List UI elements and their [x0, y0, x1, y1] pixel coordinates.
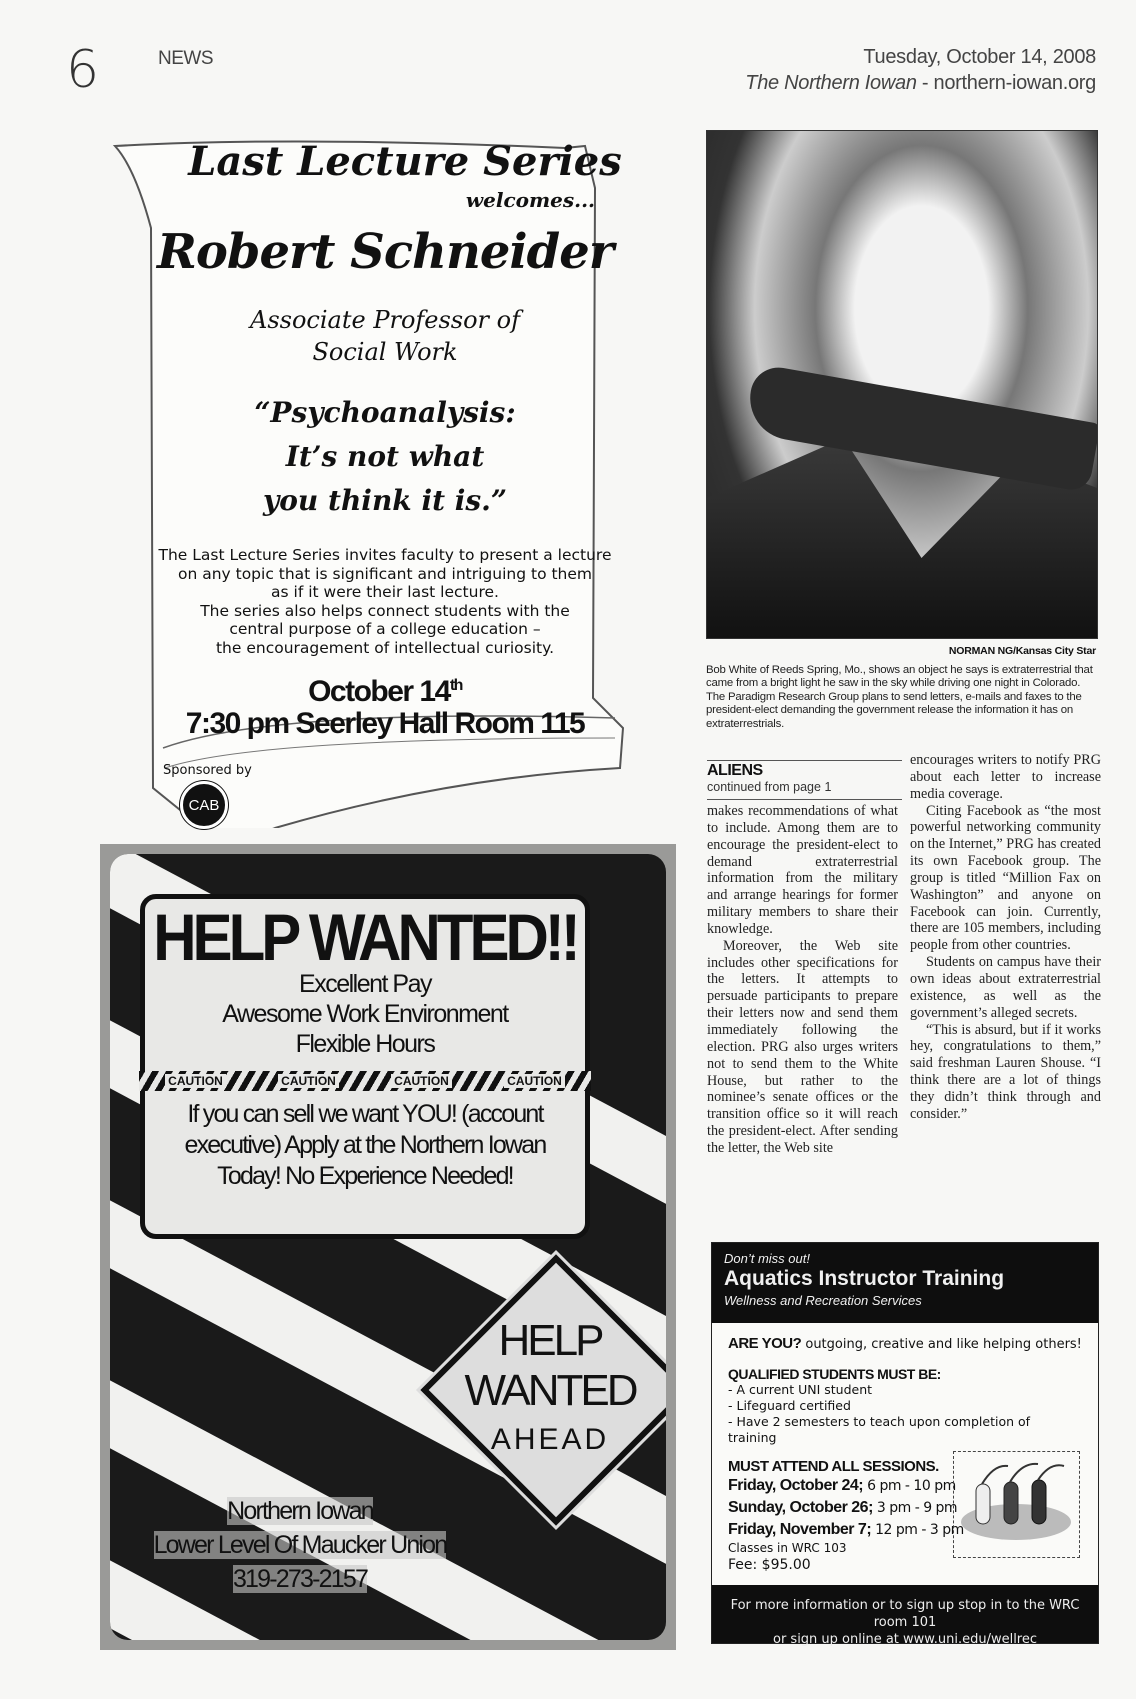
caution-label: CAUTION [278, 1074, 339, 1088]
desc-line: on any topic that is significant and intriguing to them [177, 564, 593, 583]
divider [707, 760, 902, 761]
paper-name: The Northern Iowan [745, 72, 917, 94]
aquatics-kicker: Don’t miss out! [724, 1251, 810, 1266]
are-you-text: outgoing, creative and like helping others! [801, 1337, 1082, 1352]
last-lecture-ad [125, 138, 645, 818]
sign-line: WANTED [464, 1366, 636, 1415]
are-you-line [728, 1335, 1082, 1352]
aquatics-ad [711, 1242, 1099, 1647]
help-wanted-body [145, 1099, 585, 1192]
cab-logo-icon: CAB [180, 781, 228, 829]
perk: Flexible Hours [295, 1030, 435, 1058]
aquatics-footer [712, 1585, 1098, 1647]
contact-org: Northern Iowan [227, 1497, 373, 1525]
paragraph: encourages writers to notify PRG about each letter to increase media coverage. [910, 752, 1101, 802]
caution-label: CAUTION [165, 1074, 226, 1088]
speaker-title-line2: Social Work [312, 338, 458, 366]
must-attend-heading: MUST ATTEND ALL SESSIONS. [728, 1458, 939, 1475]
contact-address: Lower Level Of Maucker Union [153, 1531, 447, 1559]
event-time-place: 7:30 pm Seerley Hall Room 115 [185, 707, 585, 740]
footer-line: For more information or to sign up stop in to the WRC room 101 [730, 1598, 1080, 1630]
divider [707, 799, 902, 800]
fee: Fee: $95.00 [728, 1557, 811, 1573]
talk-title-line1: “Psychoanalysis: [254, 396, 516, 429]
session-time: 3 pm - 9 pm [872, 1500, 958, 1516]
contact-phone: 319-273-2157 [232, 1565, 368, 1593]
page-number: 6 [66, 40, 100, 100]
separator: - [916, 72, 934, 94]
speaker-name: Robert Schneider [156, 224, 614, 280]
help-wanted-panel [140, 894, 590, 1239]
article-kicker: ALIENS [707, 762, 763, 779]
aquatics-subtitle: Wellness and Recreation Services [724, 1293, 922, 1308]
paragraph: Citing Facebook as “the most powerful networking community on the Internet,” PRG has created its own Facebook group. The group is titled “Million Fax on Washington” and anyone on Facebook can join. Currently, there are 105 members, including people from other countries. [910, 802, 1101, 954]
caution-label: CAUTION [504, 1074, 565, 1088]
event-details [125, 670, 645, 740]
help-wanted-background [110, 854, 666, 1640]
masthead-line [745, 72, 1096, 95]
aquatics-title: Aquatics Instructor Training [724, 1267, 1005, 1290]
speaker-title-line1: Associate Professor of [250, 306, 520, 334]
sign-line: HELP [498, 1316, 602, 1365]
session-day: Friday, October 24; [728, 1477, 864, 1494]
requirement: - Have 2 semesters to teach upon completion of training [728, 1414, 1031, 1445]
jump-line: continued from page 1 [707, 780, 832, 794]
event-date [125, 670, 645, 708]
help-wanted-ad [100, 844, 676, 1650]
paragraph: makes recommendations of what to include. Among them are to encourage the president-elect to demand extraterrestrial information from the military and arrange hearings for former military members to share their knowledge. [707, 803, 898, 937]
requirement: - Lifeguard certified [728, 1398, 851, 1413]
sponsored-by-label: Sponsored by [163, 763, 252, 778]
session-time: 12 pm - 3 pm [871, 1522, 964, 1538]
article-column-2 [910, 752, 1101, 1123]
issue-date: Tuesday, October 14, 2008 [863, 46, 1096, 68]
desc-line: the encouragement of intellectual curiosity. [215, 638, 555, 657]
series-title: Last Lecture Series [188, 138, 622, 185]
session-day: Friday, November 7; [728, 1521, 872, 1538]
paragraph: Students on campus have their own ideas about extraterrestrial existence, as well as the government’s alleged secrets. [910, 954, 1101, 1021]
qualified-heading: QUALIFIED STUDENTS MUST BE: [728, 1366, 941, 1382]
aquatics-header [712, 1243, 1098, 1323]
session-time: 6 pm - 10 pm [863, 1478, 956, 1494]
desc-line: central purpose of a college education – [229, 620, 541, 638]
desc-line: The Last Lecture Series invites faculty to present a lecture [158, 546, 612, 564]
news-photo [706, 130, 1098, 639]
date-suffix: th [449, 677, 462, 694]
paragraph: “This is absurd, but if it works hey, congratulations to them,” said freshman Lauren Shouse. “I think there are a lot of things they didn’t think through and consider.” [910, 1021, 1101, 1122]
paper-url[interactable]: northern-iowan.org [933, 72, 1096, 94]
section-label: NEWS [158, 48, 213, 69]
photo-credit: NORMAN NG/Kansas City Star [948, 645, 1096, 657]
desc-line: as if it were their last lecture. [271, 583, 499, 601]
talk-title-line3: you think it is.” [262, 484, 508, 517]
help-wanted-title: HELP WANTED!! [153, 900, 577, 975]
swimmers-graphic [954, 1452, 1079, 1557]
sign-line: AHEAD [490, 1423, 610, 1456]
swimmers-illustration-icon [953, 1451, 1080, 1558]
welcomes-text: welcomes... [465, 188, 595, 212]
class-location: Classes in WRC 103 [728, 1541, 847, 1555]
series-description [125, 546, 645, 657]
perk: Excellent Pay [299, 970, 431, 998]
caution-tape [139, 1071, 591, 1091]
road-sign-text [440, 1316, 660, 1464]
event-date-text: October 14 [308, 675, 450, 708]
body-line: If you can sell we want YOU! (account [187, 1100, 543, 1128]
desc-line: The series also helps connect students with the [200, 601, 570, 620]
talk-title-line2: It’s not what [285, 440, 485, 473]
perk: Awesome Work Environment [222, 1000, 508, 1028]
requirement: - A current UNI student [728, 1382, 873, 1397]
are-you-label: ARE YOU? [728, 1335, 802, 1352]
body-line: executive) Apply at the Northern Iowan [184, 1131, 546, 1159]
photo-caption: Bob White of Reeds Spring, Mo., shows an object he says is extraterrestrial that came from a bright light he saw in the sky while driving one night in Colorado. The Paradigm Research Group plans to send letters, e-mails and faxes to the president-elect demanding the government release the information it has on extraterrestrials. [706, 664, 1093, 730]
help-wanted-contact [130, 1494, 470, 1596]
article-column-1 [707, 803, 898, 1157]
paragraph: Moreover, the Web site includes other specifications for the letters. It attempts to persuade participants to prepare their letters now and send them immediately following the election. PRG also urges writers not to send them to the White House, but rather to the nominee’s senate offices or the transition office so it will reach the president-elect. After sending the letter, the Web site [707, 937, 898, 1156]
caution-label: CAUTION [391, 1074, 452, 1088]
body-line: Today! No Experience Needed! [217, 1162, 513, 1190]
footer-link[interactable]: or sign up online at www.uni.edu/wellrec [772, 1632, 1038, 1647]
session-day: Sunday, October 26; [728, 1499, 873, 1516]
